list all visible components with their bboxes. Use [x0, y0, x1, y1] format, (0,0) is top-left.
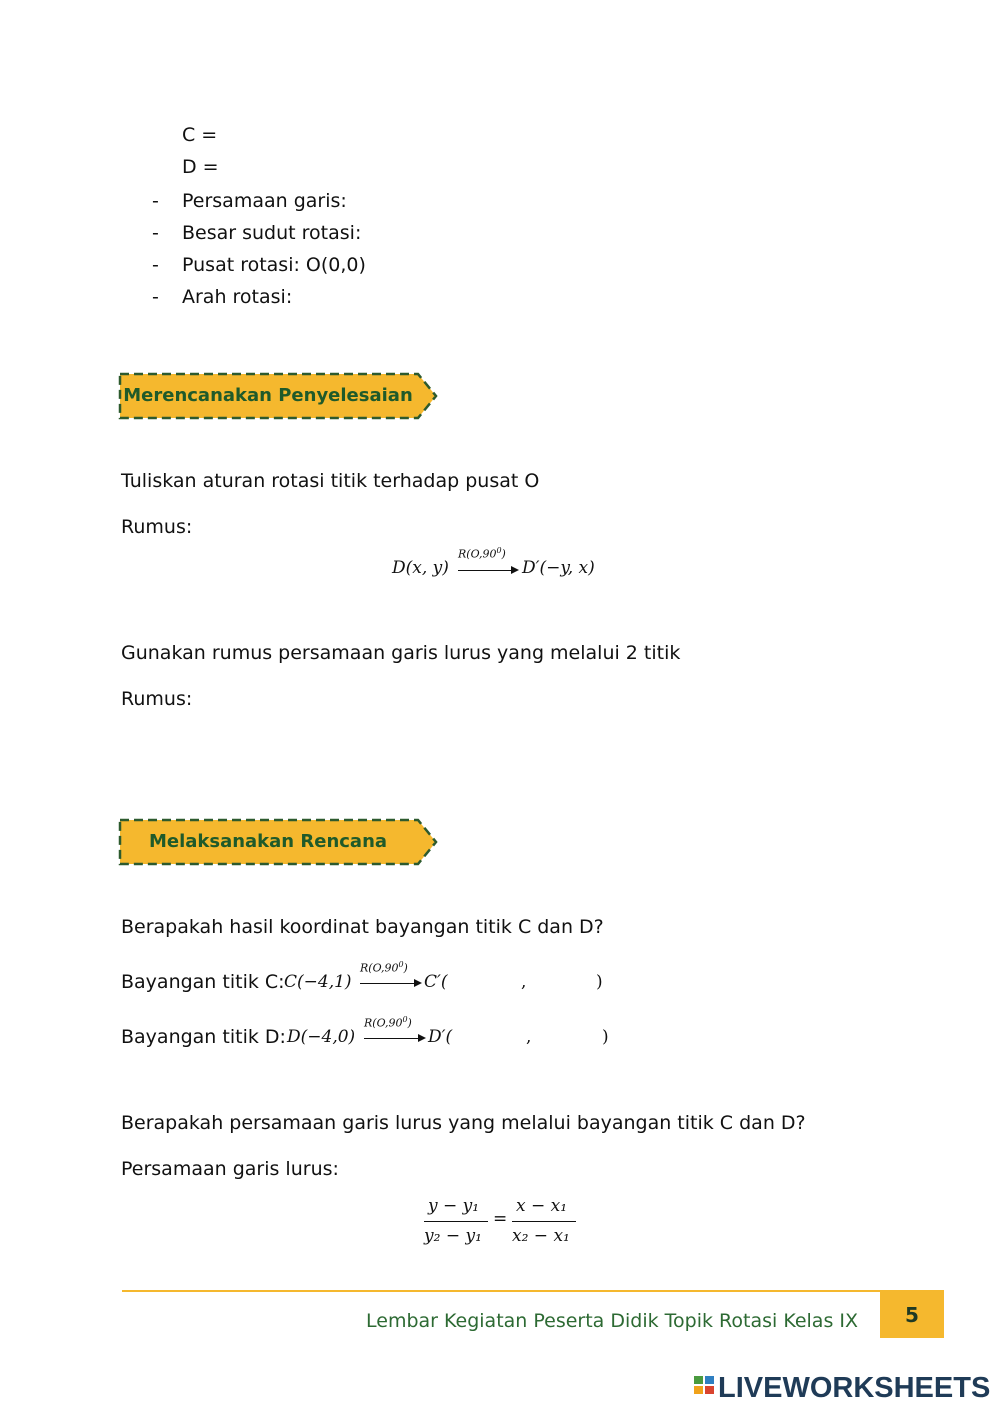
bayangan-c-over: $R(O,90^0)$ [360, 960, 408, 975]
formula-arrow-line [458, 570, 512, 571]
question-line-equation: Berapakah persamaan garis lurus yang melalui bayangan titik C dan D? [121, 1112, 806, 1134]
formula-arrow-head [511, 566, 519, 574]
bayangan-d-arrow-line [364, 1038, 419, 1039]
bullet-marker: - [152, 190, 159, 212]
bayangan-c-arrow-line [360, 983, 415, 984]
bullet-marker: - [152, 286, 159, 308]
equation-label: Persamaan garis lurus: [121, 1158, 339, 1180]
bayangan-c-arrow-head [414, 979, 422, 987]
bullet-besar-sudut: Besar sudut rotasi: [182, 222, 362, 244]
footer-title: Lembar Kegiatan Peserta Didik Topik Rotasi Kelas IX [366, 1310, 859, 1332]
point-c-line: C = [182, 124, 218, 146]
bayangan-d-over: $R(O,90^0)$ [364, 1015, 412, 1030]
lhs-fraction-bar [424, 1221, 488, 1222]
bayangan-d-x-blank[interactable] [464, 1027, 520, 1049]
bayangan-d-arrow-head [418, 1034, 426, 1042]
equals-sign: = [493, 1209, 508, 1229]
liveworksheets-logo-icon [694, 1372, 716, 1408]
bullet-persamaan-garis: Persamaan garis: [182, 190, 347, 212]
bayangan-c-label: Bayangan titik C: [121, 971, 285, 993]
rhs-numerator: x − x₁ [516, 1196, 568, 1216]
instruction-line-equation: Gunakan rumus persamaan garis lurus yang melalui 2 titik [121, 642, 681, 664]
bullet-marker: - [152, 222, 159, 244]
banner-title: Merencanakan Penyelesaian [123, 385, 413, 406]
bayangan-d-from: D(−4,0) [287, 1027, 356, 1047]
bullet-pusat-rotasi: Pusat rotasi: O(0,0) [182, 254, 366, 276]
point-d-line: D = [182, 156, 219, 178]
formula-left: D(x, y) [392, 558, 449, 578]
lhs-denominator: y₂ − y₁ [424, 1226, 482, 1246]
banner-title: Melaksanakan Rencana [148, 831, 388, 852]
rumus-label: Rumus: [121, 516, 193, 538]
formula-over: $R(O,90^0)$ [458, 546, 506, 561]
bayangan-c-from: C(−4,1) [284, 972, 352, 992]
liveworksheets-brand[interactable]: LIVEWORKSHEETS [718, 1372, 991, 1404]
bullet-marker: - [152, 254, 159, 276]
section-banner-melaksanakan [118, 818, 440, 866]
rumus-label-2: Rumus: [121, 688, 193, 710]
bullet-arah-rotasi: Arah rotasi: [182, 286, 293, 308]
rhs-denominator: x₂ − x₁ [512, 1226, 570, 1246]
bayangan-d-y-blank[interactable] [540, 1027, 596, 1049]
bayangan-c-comma: , [521, 972, 527, 992]
bayangan-c-y-blank[interactable] [535, 972, 591, 994]
bayangan-c-close: ) [596, 972, 603, 992]
bayangan-c-to: C′( [424, 972, 448, 992]
question-coordinates: Berapakah hasil koordinat bayangan titik C dan D? [121, 916, 604, 938]
section-banner-merencanakan [118, 372, 440, 420]
rhs-fraction-bar [512, 1221, 576, 1222]
page-number: 5 [880, 1292, 944, 1338]
footer-divider [122, 1290, 944, 1292]
bayangan-d-to: D′( [428, 1027, 453, 1047]
lhs-numerator: y − y₁ [428, 1196, 480, 1216]
bayangan-d-comma: , [526, 1027, 532, 1047]
bayangan-c-x-blank[interactable] [460, 972, 516, 994]
bayangan-d-close: ) [602, 1027, 609, 1047]
formula-right: D′(−y, x) [522, 558, 595, 578]
bayangan-d-label: Bayangan titik D: [121, 1026, 286, 1048]
instruction-rotation-rule: Tuliskan aturan rotasi titik terhadap pusat O [121, 470, 540, 492]
